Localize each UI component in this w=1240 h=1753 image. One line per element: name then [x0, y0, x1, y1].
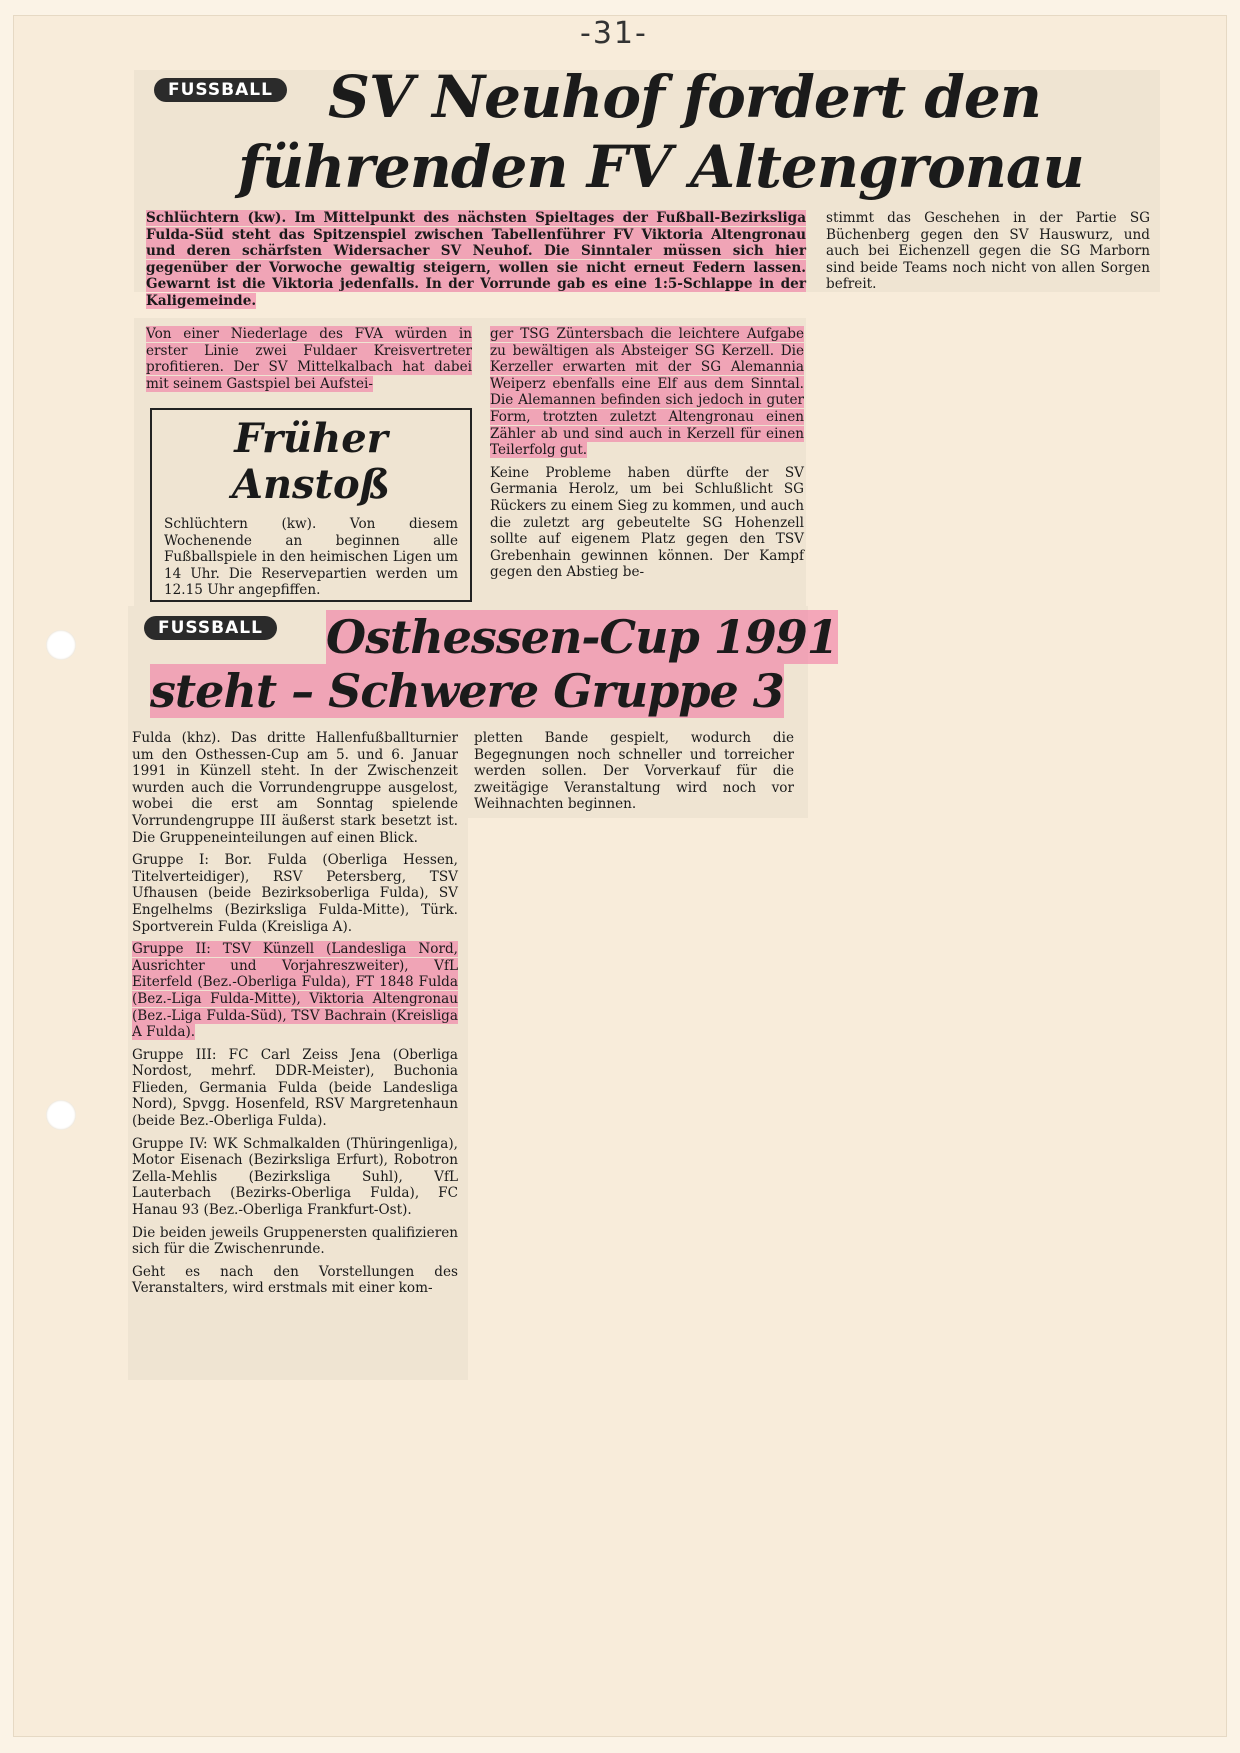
- article1-headline-line2: führenden FV Altengronau: [238, 133, 1084, 201]
- article2-headline-line1-text: Osthessen-Cup 1991: [326, 610, 838, 664]
- article1-lead: [146, 210, 806, 310]
- punch-hole: [46, 1100, 76, 1130]
- article2-p2: Gruppe I: Bor. Fulda (Oberliga Hessen, Titelverteidiger), RSV Petersberg, TSV Ufhausen (beide Bezirksoberliga Fulda), SV Engelhelms (Bezirksliga Fulda-Mitte), Türk. Sportverein Fulda (Kreisliga A).: [132, 852, 458, 935]
- article2-kicker: FUSSBALL: [144, 616, 277, 640]
- info-box-title: [152, 416, 470, 508]
- article1-column1-text: Von einer Niederlage des FVA würden in erster Linie zwei Fuldaer Kreisvertreter profitieren. Der SV Mittelkalbach hat dabei mit seinem Gastspiel bei Aufstei-: [146, 326, 472, 392]
- page-number: -31-: [580, 16, 648, 51]
- article2-p3: Gruppe II: TSV Künzell (Landesliga Nord, Ausrichter und Vorjahreszweiter), VfL Eiterfeld (Bez.-Oberliga Fulda), FT 1848 Fulda (Bez.-Liga Fulda-Mitte), Viktoria Altengronau (Bez.-Liga Fulda-Süd), TSV Bachrain (Kreisliga A Fulda).: [132, 941, 458, 1041]
- info-box-title-line1: Früher: [234, 415, 388, 462]
- article1-kicker: FUSSBALL: [154, 78, 287, 102]
- article2-p4: Gruppe III: FC Carl Zeiss Jena (Oberliga Nordost, mehrf. DDR-Meister), Buchonia Flieden, Germania Fulda (beide Landesliga Nord), Spvgg. Hosenfeld, RSV Margretenhaun (beide Bez.-Oberliga Fulda).: [132, 1046, 458, 1130]
- article1-column2-p2: Keine Probleme haben dürfte der SV Germania Herolz, um bei Schlußlicht SG Rückers zu einem Sieg zu kommen, und auch die zuletzt arg gebeutelte SG Hohenzell sollte auf eigenem Platz gegen den TSV Grebenhain gewinnen können. Der Kampf gegen den Abstieg be-: [490, 464, 804, 581]
- article1-column2-p1: ger TSG Züntersbach die leichtere Aufgabe zu bewältigen als Absteiger SG Kerzell. Die Kerzeller erwarten mit der SG Alemannia Weiperz ebenfalls eine Elf aus dem Sinntal. Die Alemannen befinden sich jedoch in guter Form, trotzten zuletzt Altengronau einen Zähler ab und sind auch in Kerzell für einen Teilerfolg gut.: [490, 326, 804, 459]
- article1-right-column: stimmt das Geschehen in der Partie SG Büchenberg gegen den SV Hauswurz, und auch bei Eichenzell gegen die SG Marborn sind beide Teams noch nicht von allen Sorgen befreit.: [826, 210, 1150, 293]
- info-box: [150, 408, 472, 602]
- article2-p6: Die beiden jeweils Gruppenersten qualifizieren sich für die Zwischenrunde.: [132, 1224, 458, 1258]
- info-box-title-line2: Anstoß: [231, 461, 391, 508]
- article1-column1: [146, 326, 472, 392]
- info-box-text: Schlüchtern (kw). Von diesem Wochenende an beginnen alle Fußballspiele in den heimischen Ligen um 14 Uhr. Die Reservepartien werden um 12.15 Uhr angepfiffen.: [164, 516, 458, 599]
- article2-column2: pletten Bande gespielt, wodurch die Begegnungen noch schneller und torreicher werden sollen. Der Vorverkauf für die zweitägige Veranstaltung wird noch vor Weihnachten beginnen.: [474, 730, 794, 813]
- article2-p7: Geht es nach den Vorstellungen des Veranstalters, wird erstmals mit einer kom-: [132, 1263, 458, 1297]
- article1-lead-text: Schlüchtern (kw). Im Mittelpunkt des nächsten Spieltages der Fußball-Bezirksliga Fulda-Süd steht das Spitzenspiel zwischen Tabellenführer FV Viktoria Altengronau und deren schärfsten Widersacher SV Neuhof. Die Sinntaler müssen sich hier gegenüber der Vorwoche gewaltig steigern, wollen sie nicht erneut Federn lassen. Gewarnt ist die Viktoria jedenfalls. In der Vorrunde gab es eine 1:5-Schlappe in der Kaligemeinde.: [146, 210, 806, 309]
- article1-column2: [490, 326, 804, 587]
- article2-headline-line1: [326, 610, 838, 664]
- article2-p5: Gruppe IV: WK Schmalkalden (Thüringenliga), Motor Eisenach (Bezirksliga Erfurt), Robotron Zella-Mehlis (Bezirksliga Suhl), VfL Lauterbach (Bezirks-Oberliga Fulda), FC Hanau 93 (Bez.-Oberliga Frankfurt-Ost).: [132, 1135, 458, 1219]
- article2-headline-line2: [150, 664, 784, 718]
- punch-hole: [46, 630, 76, 660]
- article1-headline-line1: SV Neuhof fordert den: [328, 63, 1041, 131]
- article2-p1: Fulda (khz). Das dritte Hallenfußballturnier um den Osthessen-Cup am 5. und 6. Januar 1991 in Künzell steht. In der Zwischenzeit wurden auch die Vorrundengruppe ausgelost, wobei die erst am Sonntag spielende Vorrundengruppe III äußerst stark besetzt ist. Die Gruppeneinteilungen auf einen Blick.: [132, 730, 458, 846]
- article2-headline-line2-text: steht – Schwere Gruppe 3: [150, 664, 784, 718]
- article2-column1: [132, 730, 458, 1303]
